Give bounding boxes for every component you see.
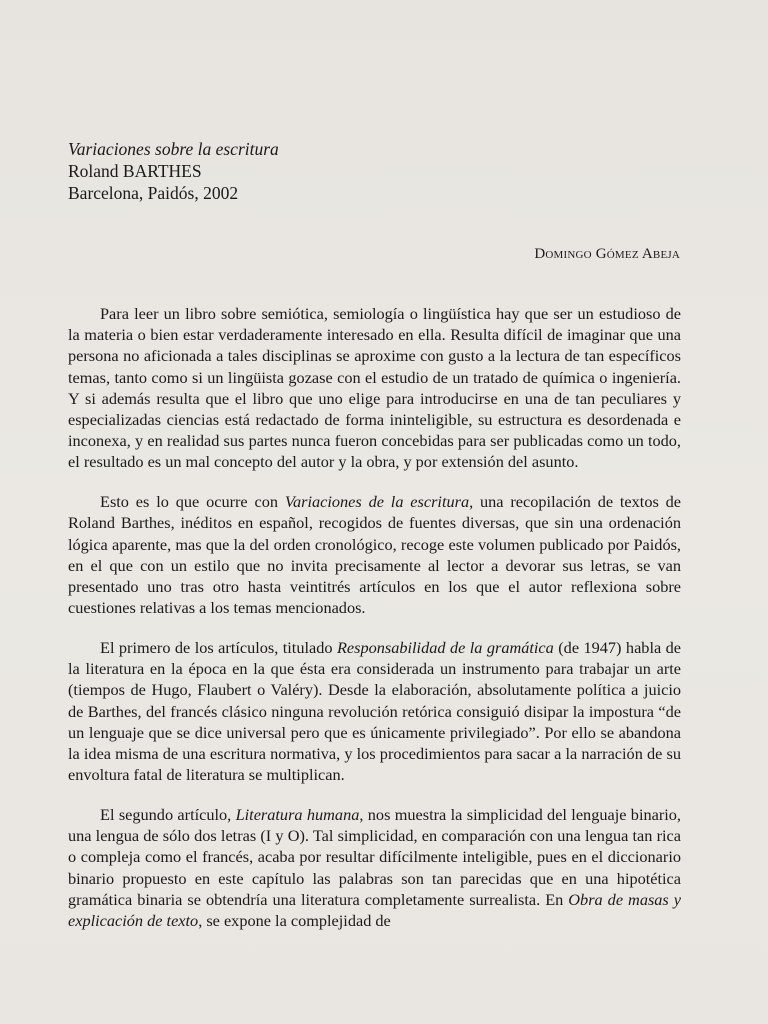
italic-title-run: Obra de masas y explicación de texto <box>68 889 682 931</box>
book-author: Roland BARTHES <box>68 161 202 181</box>
text-run: Para leer un libro sobre semiótica, semiología o lingüística hay que ser un estudioso de la materia o bien estar verdaderamente interesado en ella. Resulta difícil de imaginar que una persona no aficionada a tales disciplinas se aproxime con gusto a la lectura de tan específicos temas, tanto como si un lingüista gozase con el estudio de un tratado de química o ingeniería. Y si además resulta que el libro que uno elige para introducirse en una de tan peculiares y especializadas ciencias está redactado de forma ininteligible, su estructura es desordenada e inconexa, y en realidad sus partes nunca fueron concebidas para ser publicadas como un todo, el resultado es un mal concepto del autor y la obra, y por extensión del asunto. <box>68 304 681 472</box>
book-title: Variaciones sobre la escritura <box>68 139 279 159</box>
text-run: El segundo artículo, <box>100 805 236 825</box>
italic-title-run: Responsabilidad de la gramática <box>336 638 554 658</box>
text-run: , una recopilación de textos de Roland Barthes, inéditos en español, recogidos de fuentes diversas, que sin una ordenación lógica aparente, mas que la del orden cronológico, recoge este volumen publicado por Paidós, en el que con un estilo que no invita precisamente al lector a devorar sus letras, se van presentado uno tras otro hasta veintitrés artículos en los que el autor reflexiona sobre cuestiones relativas a los temas mencionados. <box>68 492 682 618</box>
text-run: , nos muestra la simplicidad del lenguaje binario, una lengua de sólo dos letras (I y O). Tal simplicidad, en comparación con una lengua tan rica o compleja como el francés, acaba por resultar difícilmente inteligible, pues en el diccionario binario propuesto en este capítulo las palabras son tan parecidas que en una hipotética gramática binaria se obtendría una literatura completamente surrealista. En <box>68 805 681 909</box>
text-run: , se expone la complejidad de <box>198 911 391 931</box>
review-body <box>68 303 681 950</box>
publication-info: Barcelona, Paidós, 2002 <box>68 183 239 203</box>
paragraph <box>68 637 681 785</box>
text-run: Esto es lo que ocurre con <box>100 492 285 512</box>
text-run: (de 1947) habla de la literatura en la época en la que ésta era considerada un instrumento para trabajar un arte (tiempos de Hugo, Flaubert o Valéry). Desde la elaboración, absolutamente política a juicio de Barthes, del francés clásico ninguna revolución retórica consiguió disipar la impostura “de un lenguaje que se dice universal pero que es únicamente privilegiado”. Por ello se abandona la idea misma de una escritura normativa, y los procedimientos para sacar a la narración de su envoltura fatal de literatura se multiplican. <box>68 638 682 785</box>
text-run: El primero de los artículos, titulado <box>100 638 337 658</box>
italic-title-run: Variaciones de la escritura <box>284 492 470 512</box>
review-author: Domingo Gómez Abeja <box>534 246 680 262</box>
paragraph <box>68 491 681 618</box>
paragraph <box>68 804 681 931</box>
italic-title-run: Literatura humana <box>235 805 360 825</box>
paragraph <box>68 303 681 473</box>
book-reference <box>68 138 688 204</box>
